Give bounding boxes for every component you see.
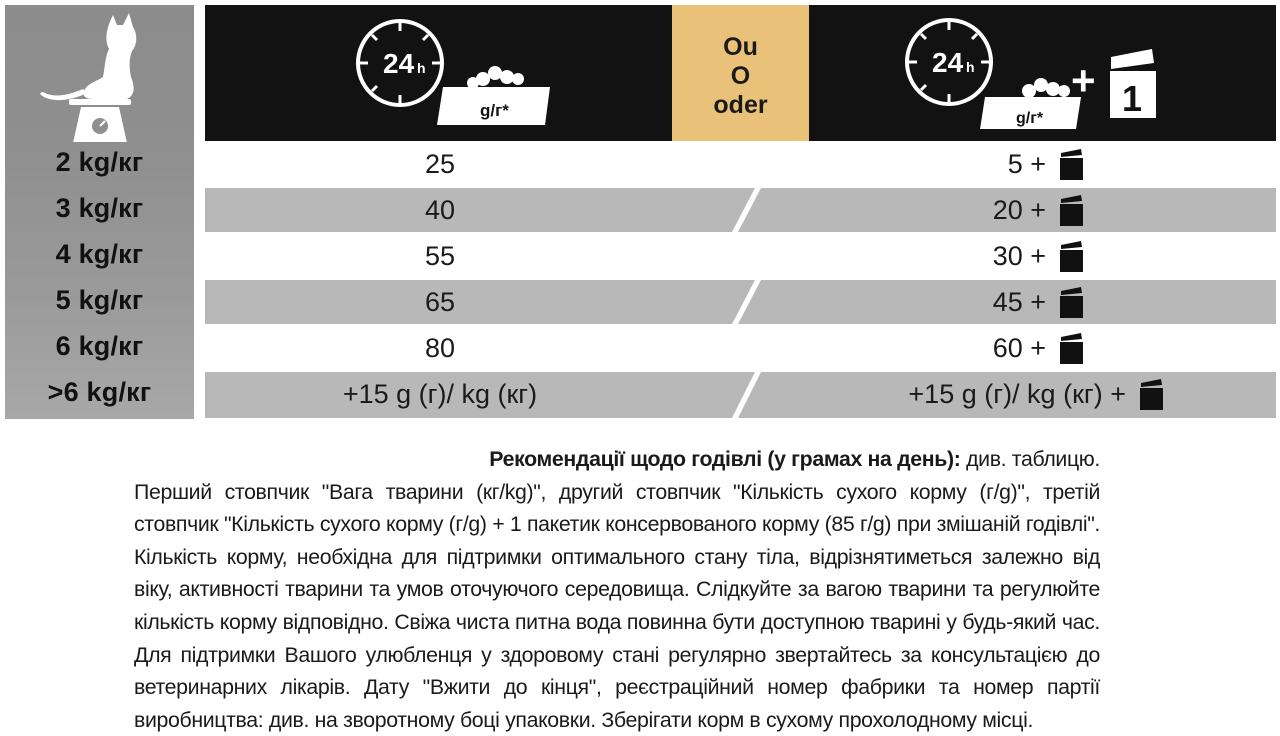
weight-label: 5 kg/кг <box>55 285 144 315</box>
cat-on-scale-icon <box>5 5 194 142</box>
instructions-body: Перший стовпчик "Вага тварини (кг/kg)", другий стовпчик "Кількість сухого корму (г/g)", третій стовпчик "Кількість сухого корму (г/g) + 1 пакетик консервованого корму (85 г/g) при змішаній годівлі". Кількість корму, необхідна для підтримки оптимального стану тіла, відрізнятиметься залежно від віку, активності тварини та умов оточуючого середовища. Слідкуйте за вагою тварини та регулюйте кількість корму відповідно. Свіжа чиста питна вода повинна бути доступною тварині у будь-який час. Для підтримки Вашого улюбленця у здоровому стані регулярно звертайтесь за консультацією до ветеринарних лікарів. Дату "Вжити до кінця", реєстраційний номер фабрики та номер партії виробництва: див. на зворотному боці упаковки. Зберігати корм в сухому прохолодному місці. <box>134 479 1100 732</box>
weight-label: >6 kg/кг <box>47 377 152 407</box>
food-bowl-icon <box>980 78 1081 129</box>
mixed-amount: +15 g (г)/ kg (кг) + <box>908 379 1126 409</box>
table-row <box>205 234 1276 278</box>
food-pouch-icon <box>1110 49 1156 119</box>
food-pouch-icon <box>1140 378 1164 410</box>
food-pouch-icon <box>1060 332 1084 364</box>
table-row <box>205 188 1276 232</box>
weight-label: 3 kg/кг <box>55 193 144 223</box>
mixed-amount: 20 + <box>992 195 1046 225</box>
clock-24h-icon <box>358 21 442 105</box>
header-or-separator <box>672 5 809 141</box>
dry-amount: 65 <box>424 287 456 317</box>
mixed-amount: 5 + <box>1007 149 1046 179</box>
table-row <box>205 326 1276 370</box>
mixed-amount: 60 + <box>992 333 1046 363</box>
svg-text:1: 1 <box>1122 78 1143 119</box>
instructions-heading: Рекомендації щодо годівлі (у грамах на день): див. таблицю. <box>489 447 1100 471</box>
or-text: O <box>730 62 751 90</box>
svg-text:h: h <box>966 59 975 75</box>
food-pouch-icon <box>1060 194 1084 226</box>
dry-amount: 80 <box>424 333 456 363</box>
header-mixed-food <box>809 5 1276 141</box>
plus-sign: + <box>1071 57 1096 104</box>
bowl-unit-text: g/г* <box>480 101 509 120</box>
weight-label: 2 kg/кг <box>55 147 144 177</box>
or-text: oder <box>713 91 768 119</box>
table-row <box>205 372 1276 416</box>
dry-amount: 55 <box>424 241 456 271</box>
food-pouch-icon <box>1060 286 1084 318</box>
weight-label: 6 kg/кг <box>55 331 144 361</box>
food-pouch-icon <box>1060 148 1084 180</box>
weight-column <box>5 5 194 419</box>
feeding-instructions <box>134 443 1100 736</box>
food-bowl-icon <box>437 66 550 125</box>
dry-amount: 40 <box>424 195 456 225</box>
or-text: Ou <box>723 33 758 61</box>
table-row <box>205 142 1276 186</box>
food-pouch-icon <box>1060 240 1084 272</box>
mixed-amount: 30 + <box>992 241 1046 271</box>
hours-text: 24 <box>383 48 415 79</box>
clock-24h-icon <box>907 20 991 104</box>
mixed-amount: 45 + <box>992 287 1046 317</box>
table-row <box>205 280 1276 324</box>
svg-text:g/г*: g/г* <box>1016 110 1044 127</box>
svg-text:h: h <box>417 60 426 76</box>
svg-text:24: 24 <box>932 47 964 78</box>
header-dry-food <box>205 5 672 141</box>
weight-label: 4 kg/кг <box>55 239 144 269</box>
dry-amount: 25 <box>424 149 456 179</box>
dry-amount: +15 g (г)/ kg (кг) <box>342 379 538 409</box>
